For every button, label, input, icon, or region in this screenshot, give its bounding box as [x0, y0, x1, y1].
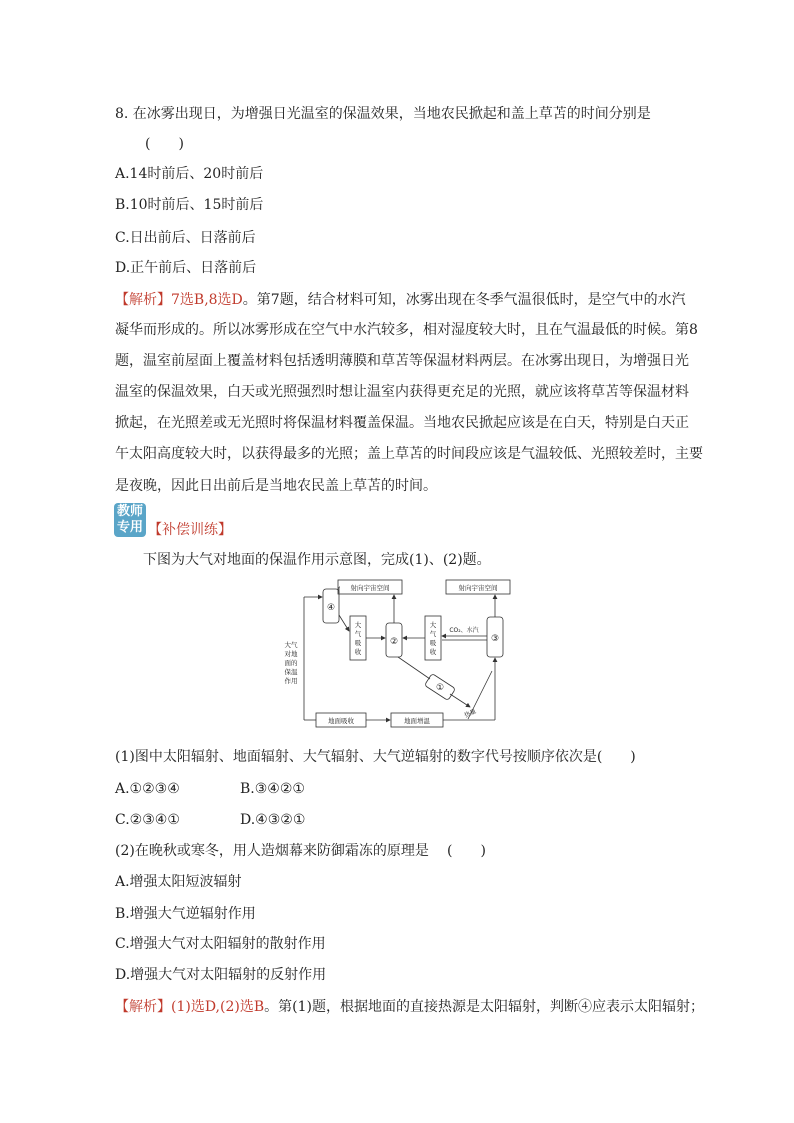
q2-option-a: A.增强太阳短波辐射: [115, 874, 242, 890]
absorb-2-char-1: 大: [429, 621, 437, 629]
q2-blank: ( ): [447, 843, 486, 859]
analysis-2-text: 。第(1)题，根据地面的直接热源是太阳辐射，判断④应表示太阳辐射；: [264, 999, 704, 1015]
absorb-1-char-4: 收: [354, 648, 362, 656]
section-title: 【补偿训练】: [148, 522, 232, 538]
side-label-4: 保温: [284, 668, 298, 676]
co2-label: CO₂、水汽: [449, 627, 479, 634]
analysis-2-answer: (1)选D,(2)选B: [171, 999, 265, 1015]
q8-option-d: D.正午前后、日落前后: [115, 260, 257, 276]
heat-label: 热量: [463, 707, 478, 720]
absorb-2-char-3: 吸: [429, 639, 437, 647]
node-1-label: ①: [435, 683, 445, 693]
analysis-1-line-6: 午太阳高度较大时，以获得最多的光照；盖上草苫的时间段应该是气温较低、光照较差时，主要: [115, 446, 703, 462]
analysis-1-line-5: 掀起，在光照差或无光照时将保温材料覆盖保温。当地农民掀起应该是在白天，特别是白天正: [115, 415, 689, 431]
atmosphere-insulation-diagram: [280, 575, 520, 735]
q2-stem: (2)在晚秋或寒冬，用人造烟幕来防御霜冻的原理是: [115, 843, 429, 859]
teacher-only-badge: 教师 专用: [114, 503, 146, 537]
q2-option-d: D.增强大气对太阳辐射的反射作用: [115, 967, 327, 983]
absorb-1-char-3: 吸: [354, 639, 362, 647]
space-label-2: 射向宇宙空间: [458, 584, 498, 592]
q2-option-c: C.增强大气对太阳辐射的散射作用: [115, 936, 326, 952]
q8-blank: ( ): [145, 136, 184, 152]
q1-option-d: D.④③②①: [240, 812, 306, 828]
ground-warm-label: 地面增温: [404, 717, 430, 725]
absorb-1-char-1: 大: [354, 621, 362, 629]
side-label-3: 面的: [284, 659, 298, 667]
q1-stem: (1)图中太阳辐射、地面辐射、大气辐射、大气逆辐射的数字代号按顺序依次是( ): [115, 749, 636, 765]
q8-option-a: A.14时前后、20时前后: [115, 166, 264, 182]
q1-option-b: B.③④②①: [240, 781, 305, 797]
analysis-2-line: [115, 997, 704, 1017]
analysis-2-tag: 【解析】: [115, 999, 171, 1015]
q8-option-c: C.日出前后、日落前后: [115, 230, 256, 246]
analysis-1-line-2: 凝华而形成的。所以冰雾形成在空气中水汽较多，相对湿度较大时，且在气温最低的时候。第8: [115, 322, 698, 338]
analysis-answer: 7选B,8选D: [171, 292, 243, 308]
q1-option-a: A.①②③④: [115, 781, 180, 797]
analysis-1-line: [115, 290, 686, 310]
analysis-tag: 【解析】: [115, 292, 171, 308]
absorb-2-char-4: 收: [429, 648, 437, 656]
analysis-text: 。第7题，结合材料可知，冰雾出现在冬季气温很低时，是空气中的水汽: [242, 292, 686, 308]
side-label-5: 作用: [284, 677, 298, 685]
analysis-1-line-3: 题，温室前屋面上覆盖材料包括透明薄膜和草苫等保温材料两层。在冰雾出现日，为增强日光: [115, 353, 689, 369]
q8-option-b: B.10时前后、15时前后: [115, 197, 264, 213]
absorb-1-char-2: 气: [354, 630, 362, 638]
ground-absorb-label: 地面吸收: [328, 717, 354, 725]
absorb-2-char-2: 气: [429, 630, 437, 638]
q2-option-b: B.增强大气逆辐射作用: [115, 906, 256, 922]
intro-text: 下图为大气对地面的保温作用示意图，完成(1)、(2)题。: [143, 552, 491, 568]
node-2-label: ②: [389, 637, 399, 647]
side-label-2: 对地: [284, 650, 298, 658]
q8-stem: 8. 在冰雾出现日，为增强日光温室的保温效果，当地农民掀起和盖上草苫的时间分别是: [115, 106, 651, 122]
node-4-label: ④: [326, 603, 336, 613]
analysis-1-line-4: 温室的保温效果，白天或光照强烈时想让温室内获得更充足的光照，就应该将草苫等保温材料: [115, 384, 689, 400]
q1-option-c: C.②③④①: [115, 812, 180, 828]
node-3-label: ③: [490, 634, 500, 644]
side-label-1: 大气: [284, 641, 298, 649]
analysis-1-line-7: 是夜晚，因此日出前后是当地农民盖上草苫的时间。: [115, 478, 437, 494]
space-label-1: 射向宇宙空间: [350, 584, 390, 592]
